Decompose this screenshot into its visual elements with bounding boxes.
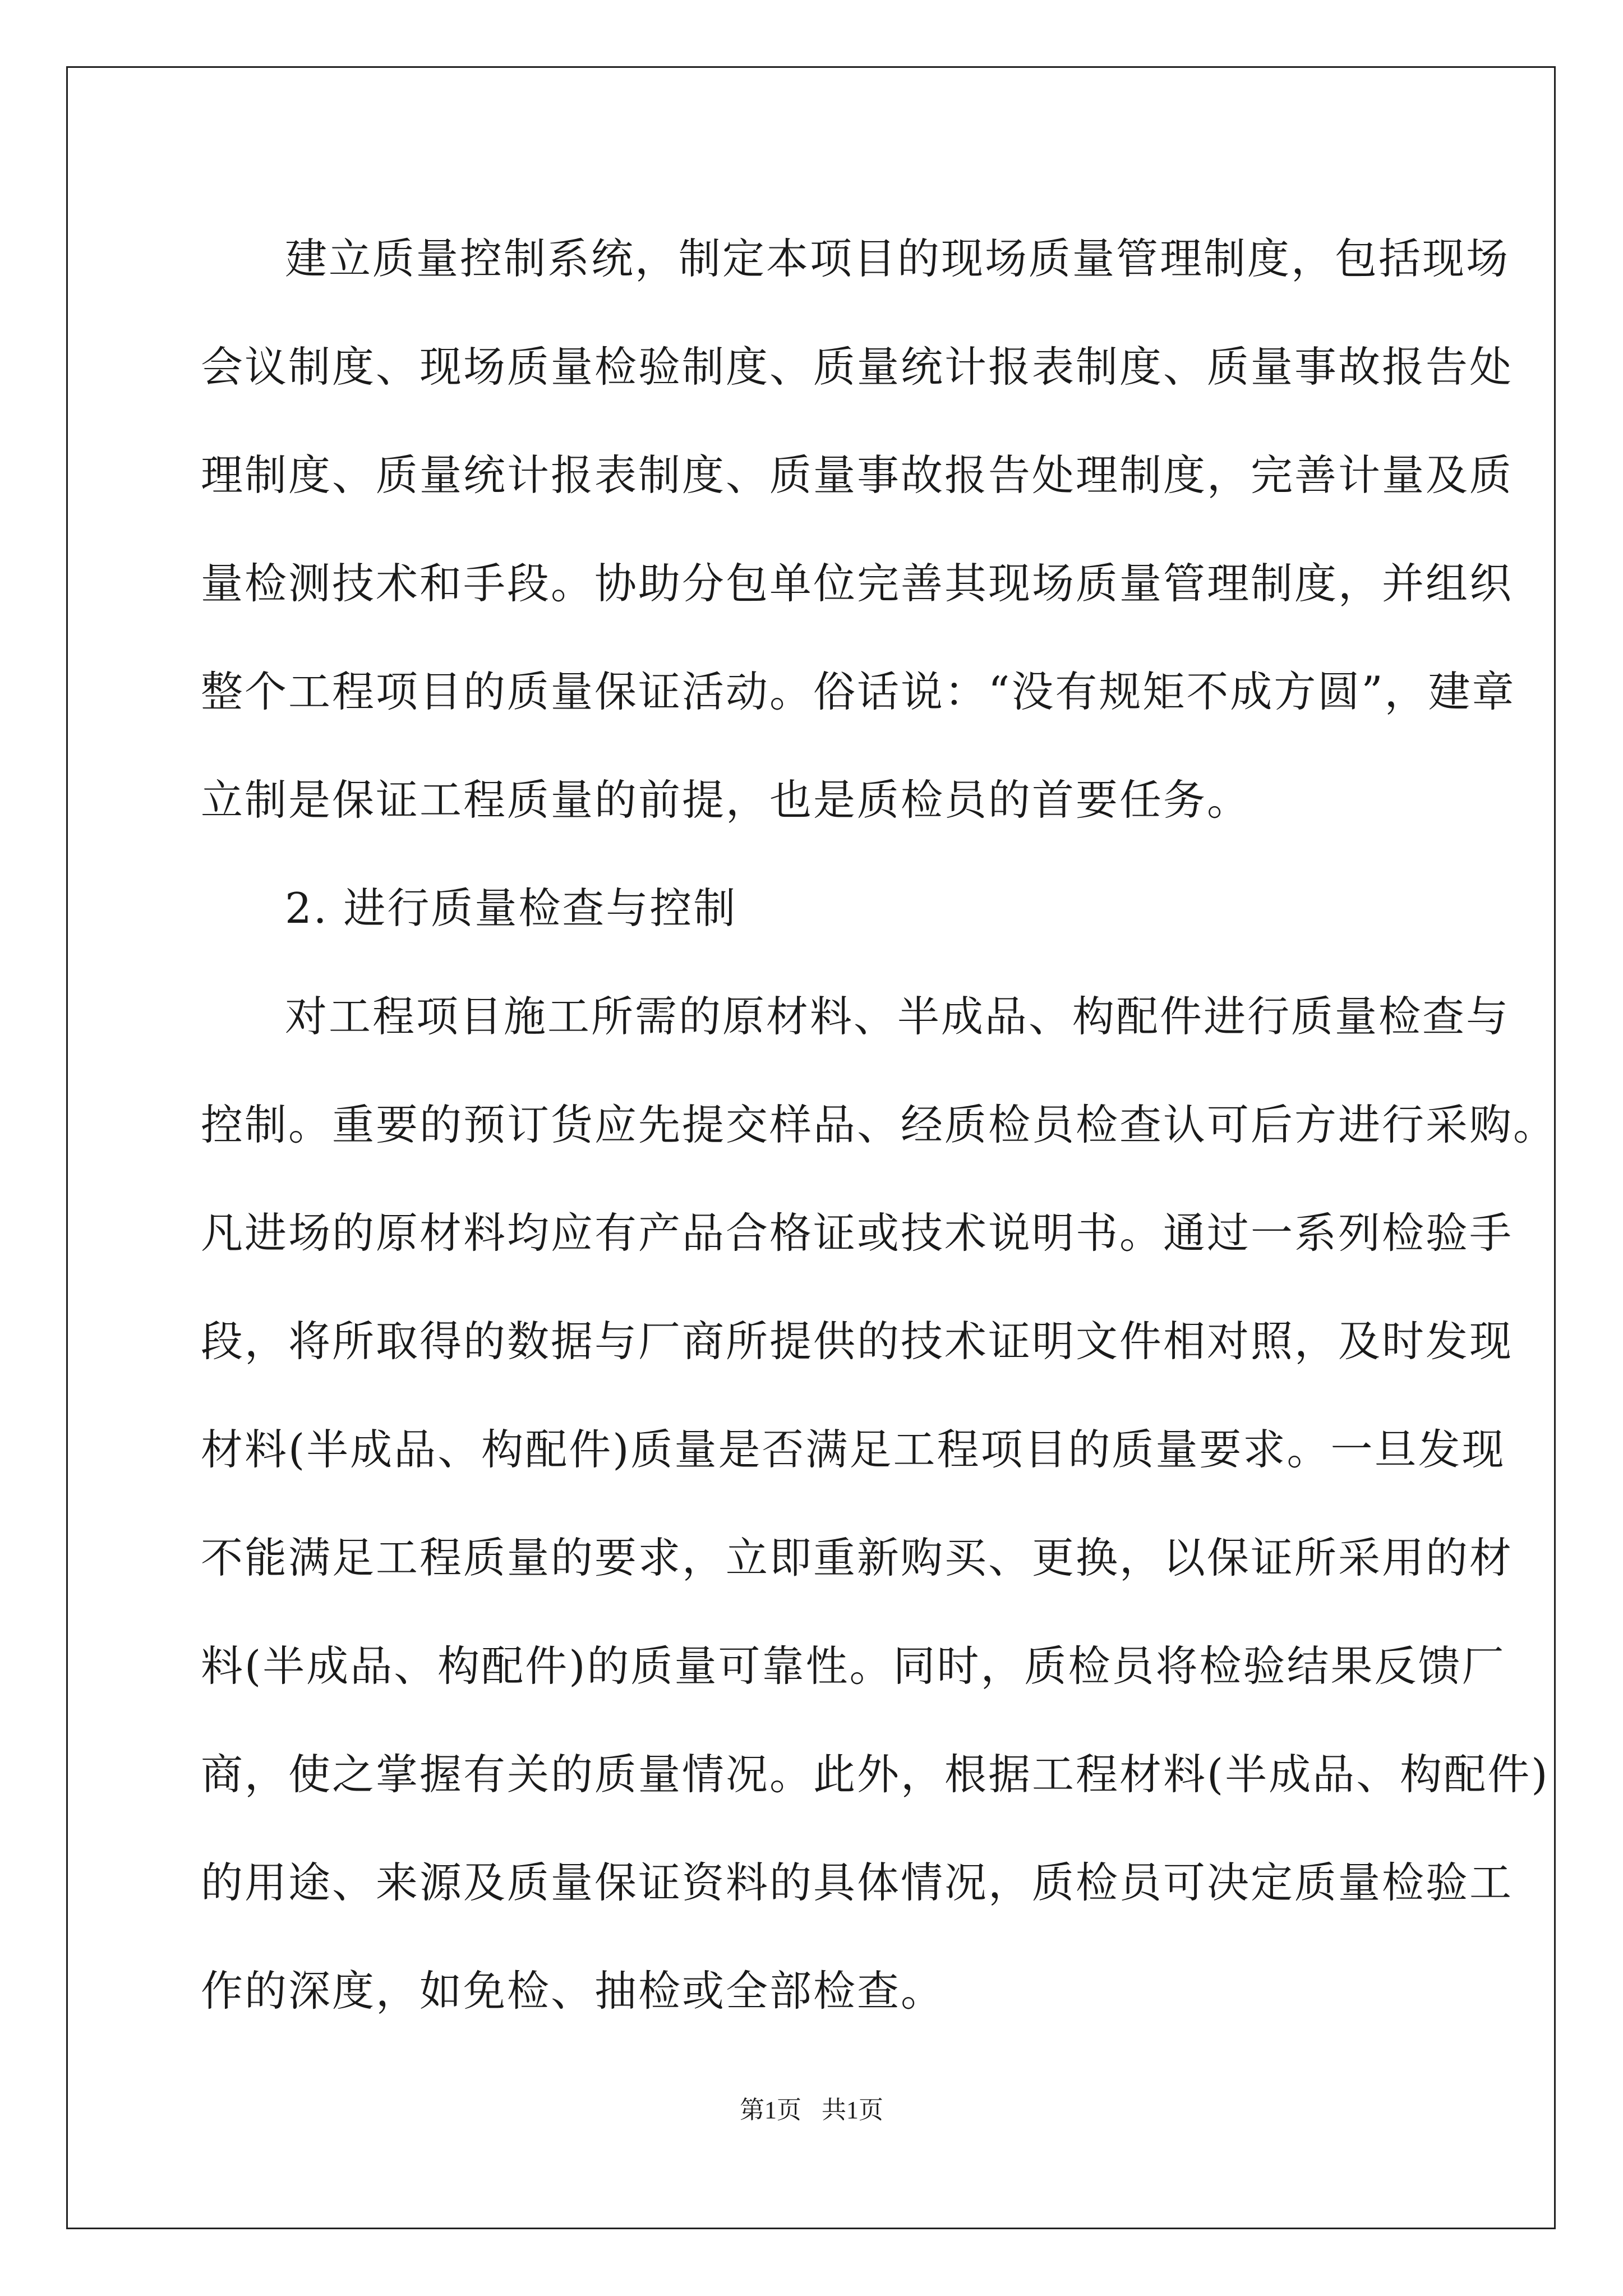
- paragraph-line: 段，将所取得的数据与厂商所提供的技术证明文件相对照，及时发现: [201, 1317, 1514, 1366]
- page-footer: [0, 2090, 1623, 2125]
- paragraph-line: 不能满足工程质量的要求，立即重新购买、更换，以保证所采用的材: [201, 1533, 1514, 1582]
- paragraph-line: 量检测技术和手段。协助分包单位完善其现场质量管理制度，并组织: [201, 559, 1514, 608]
- paragraph-line: 对工程项目施工所需的原材料、半成品、构配件进行质量检查与: [285, 992, 1510, 1041]
- paragraph-line: 的用途、来源及质量保证资料的具体情况，质检员可决定质量检验工: [201, 1858, 1514, 1907]
- page-total: 共1页: [822, 2096, 883, 2124]
- paragraph-line: 材料(半成品、构配件)质量是否满足工程项目的质量要求。一旦发现: [201, 1425, 1506, 1474]
- paragraph-line: 理制度、质量统计报表制度、质量事故报告处理制度，完善计量及质: [201, 450, 1514, 500]
- paragraph-line: 凡进场的原材料均应有产品合格证或技术说明书。通过一系列检验手: [201, 1208, 1514, 1258]
- paragraph-line: 立制是保证工程质量的前提，也是质检员的首要任务。: [201, 775, 1251, 825]
- paragraph-line: 建立质量控制系统，制定本项目的现场质量管理制度，包括现场: [285, 234, 1510, 283]
- paragraph-line: 料(半成品、构配件)的质量可靠性。同时，质检员将检验结果反馈厂: [201, 1641, 1506, 1691]
- paragraph-line: 整个工程项目的质量保证活动。俗话说：“没有规矩不成方圆”，建章: [201, 667, 1516, 716]
- paragraph-line: 商，使之掌握有关的质量情况。此外，根据工程材料(半成品、构配件): [201, 1750, 1550, 1799]
- paragraph-line: 会议制度、现场质量检验制度、质量统计报表制度、质量事故报告处: [201, 342, 1514, 392]
- paragraph-line: 控制。重要的预订货应先提交样品、经质检员检查认可后方进行采购。: [201, 1100, 1557, 1149]
- page-number: 第1页: [740, 2096, 801, 2124]
- document-body: [201, 205, 1557, 2045]
- paragraph-line: 作的深度，如免检、抽检或全部检查。: [201, 1966, 945, 2016]
- section-heading: 2. 进行质量检查与控制: [285, 884, 737, 933]
